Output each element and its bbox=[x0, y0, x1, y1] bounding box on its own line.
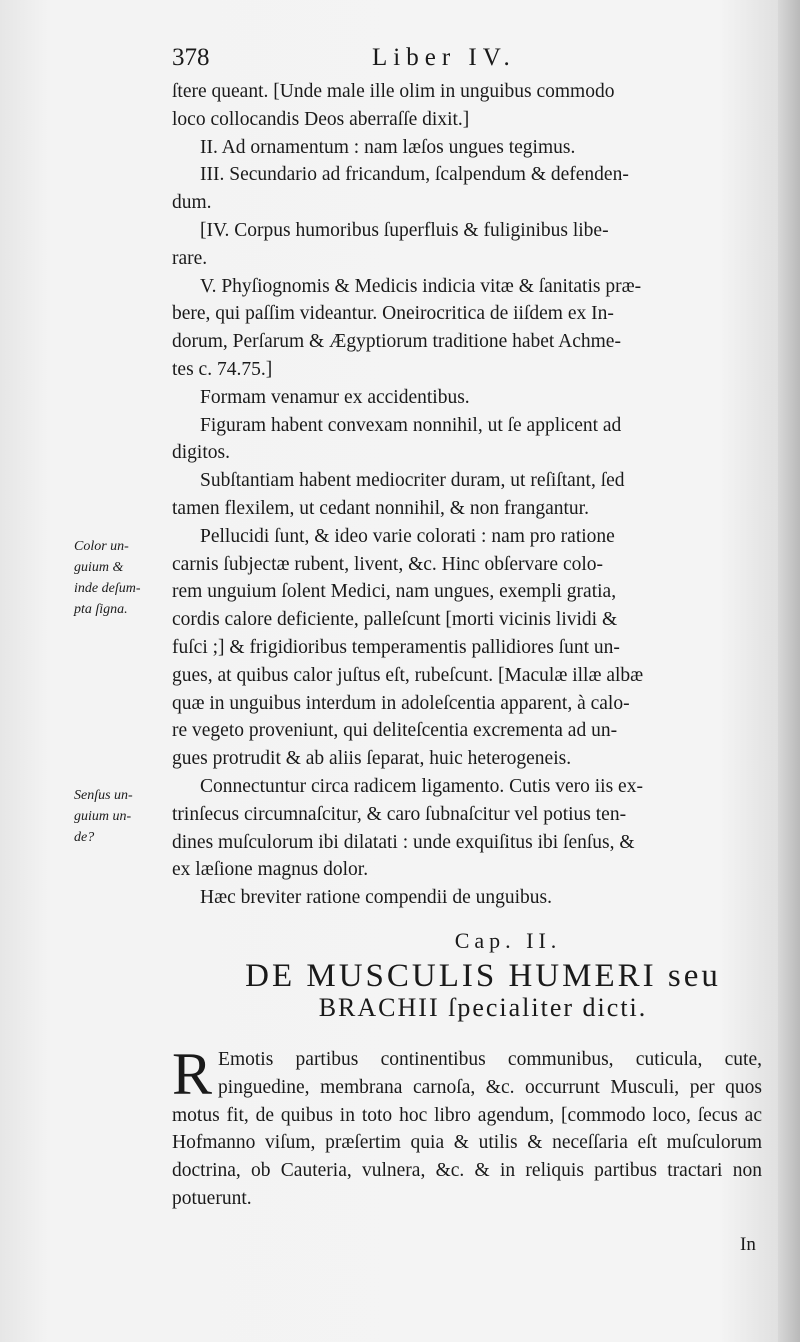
text-line: re vegeto proveniunt, qui deliteſcentia excrementa ad un- bbox=[172, 720, 618, 742]
text-line: tamen flexilem, ut cedant nonnihil, & non frangantur. bbox=[172, 497, 589, 519]
catchword: In bbox=[740, 1234, 756, 1255]
text-line: gues, at quibus calor juſtus eſt, rubeſcunt. [Maculæ illæ albæ bbox=[172, 664, 644, 686]
text-line: tes c. 74.75.] bbox=[172, 358, 273, 380]
text-line: III. Secundario ad fricandum, ſcalpendum & defenden- bbox=[200, 164, 629, 186]
text-line: Hæc breviter ratione compendii de unguibus. bbox=[200, 887, 552, 909]
text-line: quæ in unguibus interdum in adoleſcentia apparent, à calo- bbox=[172, 692, 630, 714]
chapter-title-line1: DE MUSCULIS HUMERI seu bbox=[245, 958, 721, 994]
running-header bbox=[172, 44, 752, 74]
text-line: Formam venamur ex accidentibus. bbox=[200, 386, 470, 408]
text-line: dines muſculorum ibi dilatati : unde exquiſitus ibi ſenſus, & bbox=[172, 831, 635, 853]
running-title: Liber IV. bbox=[372, 44, 516, 71]
text-line: Subſtantiam habent mediocriter duram, ut reſiſtant, ſed bbox=[200, 470, 625, 492]
text-line: bere, qui paſſim videantur. Oneirocritica de iiſdem ex In- bbox=[172, 303, 614, 325]
margin-note-sensus: Senſus un- guium un- de? bbox=[74, 788, 133, 845]
text-line: Pellucidi ſunt, & ideo varie colorati : nam pro ratione bbox=[200, 525, 615, 547]
text-line: cordis calore deficiente, palleſcunt [morti vicinis lividi & bbox=[172, 609, 618, 631]
text-line: dum. bbox=[172, 192, 212, 214]
text-line: trinſecus circumnaſcitur, & caro ſubnaſcitur vel potius ten- bbox=[172, 803, 627, 825]
text-line: loco collocandis Deos aberraſſe dixit.] bbox=[172, 108, 470, 130]
text-line: fuſci ;] & frigidioribus temperamentis pallidiores ſunt un- bbox=[172, 636, 620, 658]
margin-note-color: Color un- guium & inde deſum- pta ſigna. bbox=[74, 539, 141, 617]
text-line: [IV. Corpus humoribus ſuperfluis & fuliginibus libe- bbox=[200, 219, 609, 241]
text-line: V. Phyſiognomis & Medicis indicia vitæ & ſanitatis præ- bbox=[200, 275, 642, 297]
text-line: II. Ad ornamentum : nam læſos ungues tegimus. bbox=[200, 136, 576, 158]
chapter-number: Cap. II. bbox=[454, 928, 562, 953]
text-line: rare. bbox=[172, 247, 208, 269]
chapter-body bbox=[172, 1041, 762, 1213]
chapter-heading bbox=[172, 928, 754, 1023]
text-line: digitos. bbox=[172, 442, 230, 464]
text-line: dorum, Perſarum & Ægyptiorum traditione habet Achme- bbox=[172, 331, 621, 353]
text-line: ex læſione magnus dolor. bbox=[172, 859, 369, 881]
drop-cap: R bbox=[172, 1041, 213, 1107]
text-line: rem unguium ſolent Medici, nam ungues, exempli gratia, bbox=[172, 581, 617, 603]
page-number: 378 bbox=[172, 44, 210, 71]
text-line: ſtere queant. [Unde male ille olim in unguibus commodo bbox=[172, 81, 615, 102]
body-text bbox=[172, 78, 754, 912]
page-edge-shadow bbox=[778, 0, 800, 1342]
text-line: gues protrudit & ab aliis ſeparat, huic heterogeneis. bbox=[172, 748, 572, 770]
text-line: Connectuntur circa radicem ligamento. Cutis vero iis ex- bbox=[200, 775, 643, 797]
chapter-paragraph bbox=[172, 1041, 762, 1213]
chapter-title-line2: BRACHII ſpecialiter dicti. bbox=[318, 993, 648, 1022]
text-line: carnis ſubjectæ rubent, livent, &c. Hinc obſervare colo- bbox=[172, 553, 604, 575]
chapter-paragraph-text: Emotis partibus continentibus communibus, cuticula, cute, pinguedine, membrana carnoſa, &c. occurrunt Musculi, per quos motus fit, de quibus in toto hoc libro agendum, [commodo loco, ſecus ac Hofmanno viſum, præſertim quia & utilis & neceſſaria eſt muſculorum doctrina, ob Cauteria, vulnera, &c. & in reliquis partibus tractari non potuerunt. bbox=[172, 1049, 762, 1209]
text-line: Figuram habent convexam nonnihil, ut ſe applicent ad bbox=[200, 414, 622, 436]
